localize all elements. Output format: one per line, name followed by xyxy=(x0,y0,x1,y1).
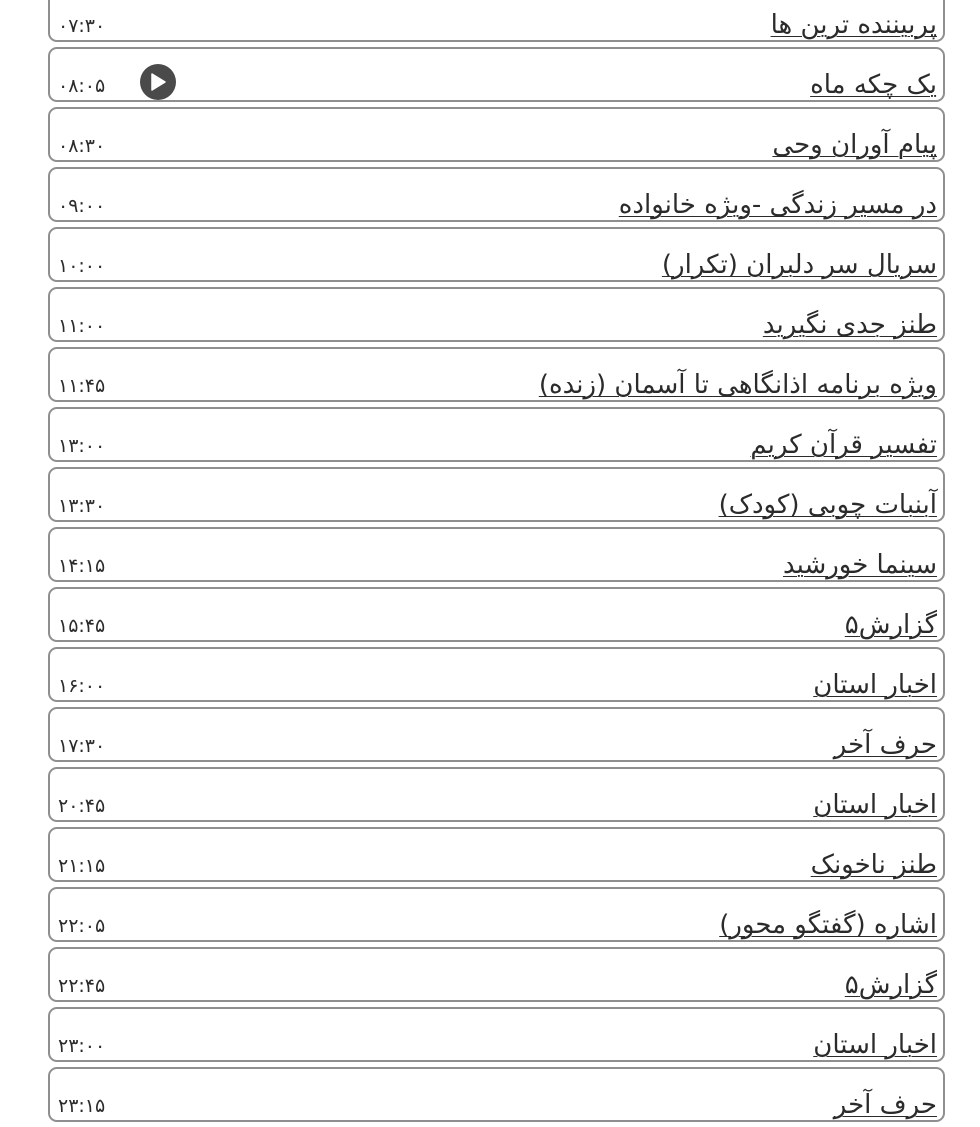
program-time: ۲۱:۱۵ xyxy=(58,855,106,877)
program-title-link[interactable]: طنز ناخونک xyxy=(810,850,937,880)
program-row xyxy=(48,107,945,162)
program-time: ۱۳:۰۰ xyxy=(58,435,106,457)
program-schedule-list xyxy=(48,0,945,1127)
program-time: ۱۴:۱۵ xyxy=(58,555,106,577)
program-title-link[interactable]: پربیننده ترین ها xyxy=(770,10,937,40)
program-time: ۱۳:۳۰ xyxy=(58,495,106,517)
program-row xyxy=(48,227,945,282)
program-row xyxy=(48,647,945,702)
program-title-link[interactable]: گزارش۵ xyxy=(844,970,937,1000)
program-time: ۲۳:۱۵ xyxy=(58,1095,106,1117)
program-title-link[interactable]: یک چکه ماه xyxy=(810,70,937,100)
play-button[interactable] xyxy=(140,64,176,100)
program-row xyxy=(48,527,945,582)
program-time: ۲۲:۴۵ xyxy=(58,975,106,997)
program-title-link[interactable]: تفسیر قرآن کریم xyxy=(750,430,937,460)
program-row xyxy=(48,347,945,402)
program-time: ۲۳:۰۰ xyxy=(58,1035,106,1057)
program-row xyxy=(48,407,945,462)
program-row xyxy=(48,827,945,882)
program-row xyxy=(48,1067,945,1122)
program-title-link[interactable]: اخبار استان xyxy=(813,670,937,700)
program-title-link[interactable]: اخبار استان xyxy=(813,790,937,820)
program-row xyxy=(48,767,945,822)
program-title-link[interactable]: اشاره (گفتگو محور) xyxy=(719,910,937,940)
program-row xyxy=(48,467,945,522)
program-title-link[interactable]: آبنبات چوبی (کودک) xyxy=(718,490,937,520)
program-title-link[interactable]: سینما خورشید xyxy=(782,550,937,580)
program-title-link[interactable]: گزارش۵ xyxy=(844,610,937,640)
program-title-link[interactable]: حرف آخر xyxy=(833,1090,937,1120)
program-title-link[interactable]: طنز جدی نگیرید xyxy=(762,310,937,340)
program-title-link[interactable]: در مسیر زندگی -ویژه خانواده xyxy=(618,190,937,220)
program-row xyxy=(48,47,945,102)
program-row xyxy=(48,587,945,642)
program-time: ۱۵:۴۵ xyxy=(58,615,106,637)
play-icon xyxy=(150,73,166,91)
program-title-link[interactable]: اخبار استان xyxy=(813,1030,937,1060)
program-title-link[interactable]: پیام آوران وحی xyxy=(772,130,937,160)
program-time: ۱۶:۰۰ xyxy=(58,675,106,697)
program-time: ۰۸:۰۵ xyxy=(58,75,106,97)
program-time: ۲۰:۴۵ xyxy=(58,795,106,817)
program-title-link[interactable]: ویژه برنامه اذانگاهی تا آسمان (زنده) xyxy=(538,370,937,400)
program-time: ۰۹:۰۰ xyxy=(58,195,106,217)
program-row xyxy=(48,947,945,1002)
program-title-link[interactable]: سریال سر دلبران (تکرار) xyxy=(661,250,937,280)
program-time: ۱۰:۰۰ xyxy=(58,255,106,277)
program-time: ۱۱:۰۰ xyxy=(58,315,106,337)
program-title-link[interactable]: حرف آخر xyxy=(833,730,937,760)
program-row xyxy=(48,287,945,342)
program-row xyxy=(48,1007,945,1062)
program-time: ۰۷:۳۰ xyxy=(58,15,106,37)
program-row xyxy=(48,887,945,942)
program-row xyxy=(48,707,945,762)
program-time: ۰۸:۳۰ xyxy=(58,135,106,157)
program-time: ۱۱:۴۵ xyxy=(58,375,106,397)
program-time: ۲۲:۰۵ xyxy=(58,915,106,937)
program-time: ۱۷:۳۰ xyxy=(58,735,106,757)
program-row xyxy=(48,167,945,222)
program-row xyxy=(48,0,945,42)
